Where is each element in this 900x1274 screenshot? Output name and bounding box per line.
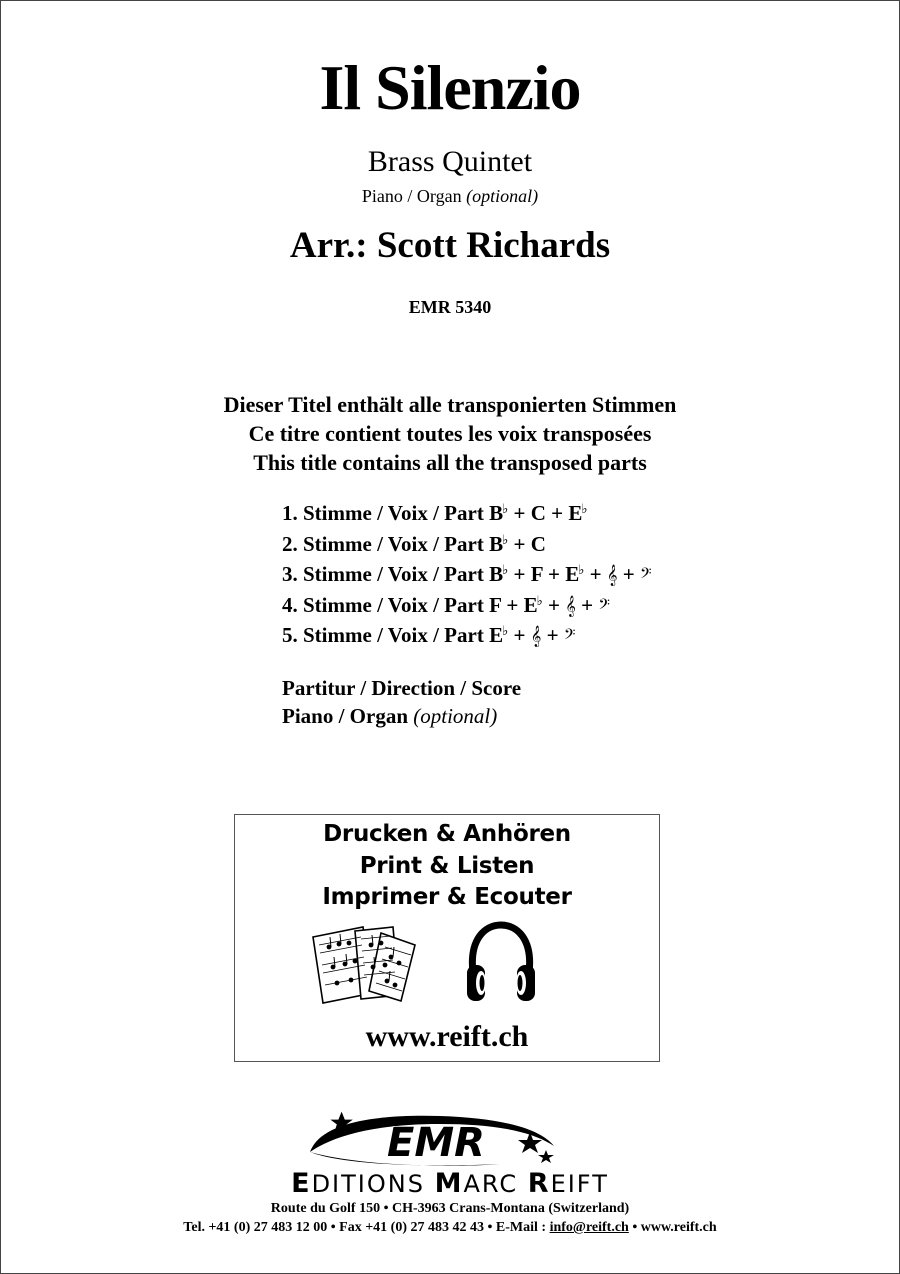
extras	[282, 674, 521, 730]
publisher-name: EDITIONS MARC REIFT	[291, 1168, 609, 1199]
plus-sign: +	[508, 531, 531, 556]
part-key: B♭	[489, 501, 509, 525]
promo-line-french: Imprimer & Ecouter	[322, 884, 572, 910]
arranger: Arr.: Scott Richards	[289, 225, 611, 266]
part-line-4	[282, 586, 762, 617]
plus-sign: +	[541, 623, 564, 647]
treble-clef-icon: 𝄞	[565, 595, 576, 617]
contact-phone-fax: Tel. +41 (0) 27 483 12 00 • Fax +41 (0) 27 483 42 43 • E-Mail :	[183, 1220, 550, 1235]
treble-clef-icon: 𝄞	[530, 626, 542, 647]
plus-sign: +	[617, 562, 640, 586]
promo-box	[234, 814, 660, 1062]
plus-sign: +	[545, 501, 569, 525]
part-key: B♭	[489, 562, 509, 586]
part-line-1	[282, 494, 762, 525]
contact-email[interactable]: info@reift.ch	[549, 1220, 629, 1235]
instrumentation-main: Piano / Organ	[361, 186, 462, 206]
notice-german: Dieser Titel enthält alle transponierten Stimmen	[223, 392, 677, 417]
piano-optional: (optional)	[413, 704, 498, 728]
part-label: 5. Stimme / Voix / Part	[282, 623, 490, 647]
part-key: B♭	[489, 531, 509, 556]
emr-logo	[300, 1110, 570, 1170]
part-line-2	[282, 525, 762, 556]
part-label: 1. Stimme / Voix / Part	[282, 501, 490, 525]
subtitle: Brass Quintet	[367, 145, 533, 178]
plus-sign: +	[584, 562, 607, 586]
part-key: E♭	[489, 623, 509, 647]
part-label: 2. Stimme / Voix / Part	[282, 531, 490, 556]
part-key: E♭	[523, 592, 543, 617]
part-line-5	[282, 616, 762, 647]
bass-clef-icon: 𝄢	[639, 565, 652, 586]
part-key: C	[530, 501, 546, 525]
piano-line	[282, 702, 521, 730]
plus-sign: +	[575, 592, 599, 617]
notice-english: This title contains all the transposed parts	[253, 450, 647, 475]
notice-french: Ce titre contient toutes les voix transposées	[248, 421, 652, 446]
part-key: E♭	[568, 501, 588, 525]
promo-line-german: Drucken & Anhören	[323, 821, 571, 847]
parts-list	[282, 494, 762, 647]
publisher-address: Route du Golf 150 • CH-3963 Crans-Montana (Switzerland)	[270, 1201, 630, 1216]
part-key: E♭	[565, 562, 585, 586]
piano-label: Piano / Organ	[282, 704, 409, 728]
catalog-number: EMR 5340	[408, 297, 492, 317]
plus-sign: +	[542, 592, 566, 617]
instrumentation-optional: (optional)	[466, 186, 539, 206]
plus-sign: +	[508, 501, 531, 525]
part-label: 3. Stimme / Voix / Part	[282, 562, 490, 586]
plus-sign: +	[508, 623, 531, 647]
plus-sign: +	[508, 562, 531, 586]
bass-clef-icon: 𝄢	[598, 595, 610, 617]
part-line-3	[282, 555, 762, 586]
part-key: F	[489, 592, 502, 617]
promo-line-english: Print & Listen	[359, 853, 535, 879]
part-key: C	[530, 531, 546, 556]
treble-clef-icon: 𝄞	[606, 565, 618, 586]
score-line: Partitur / Direction / Score	[282, 676, 522, 700]
part-key: F	[530, 562, 543, 586]
contact-website[interactable]: • www.reift.ch	[628, 1220, 717, 1235]
promo-website[interactable]: www.reift.ch	[365, 1020, 529, 1053]
publisher-contact	[0, 1219, 900, 1237]
instrumentation	[0, 185, 900, 207]
bass-clef-icon: 𝄢	[563, 626, 576, 647]
headphones-icon	[465, 921, 537, 1007]
page-title: Il Silenzio	[319, 52, 581, 123]
part-label: 4. Stimme / Voix / Part	[282, 592, 490, 617]
plus-sign: +	[542, 562, 566, 586]
sheet-music-icon	[311, 923, 421, 1005]
emr-logo-text: EMR	[387, 1120, 485, 1166]
plus-sign: +	[501, 592, 524, 617]
